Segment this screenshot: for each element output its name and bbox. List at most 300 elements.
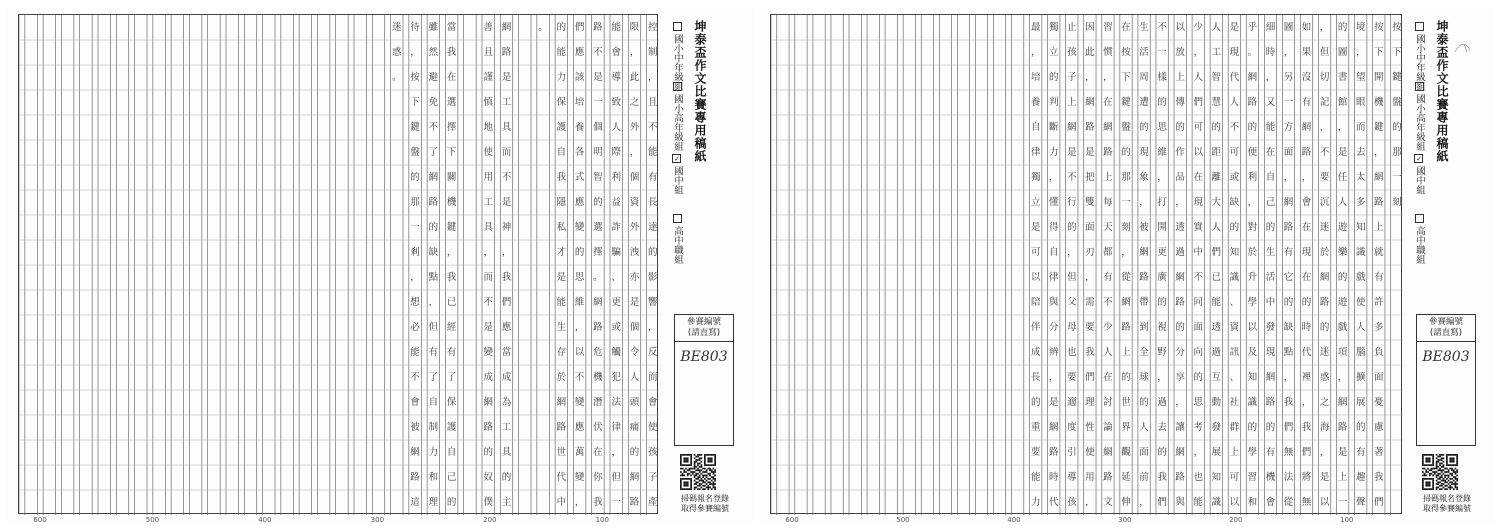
handwritten-char: 變	[574, 396, 585, 408]
division-option-label: 國中組	[1414, 166, 1425, 195]
handwritten-char: 保	[446, 396, 457, 408]
handwritten-char: 護	[556, 121, 567, 133]
handwritten-char: 必	[410, 321, 420, 333]
handwritten-char: 網	[1049, 421, 1059, 433]
handwritten-char: 的	[1265, 221, 1276, 233]
handwritten-char: 過	[1157, 396, 1167, 408]
handwritten-char: 一	[410, 221, 420, 233]
handwritten-char: 而	[483, 271, 493, 283]
handwritten-char: 律	[611, 421, 621, 433]
division-option[interactable]	[670, 214, 684, 264]
handwritten-char: 智	[593, 171, 603, 183]
handwritten-char: 我	[1374, 471, 1384, 483]
handwritten-char: 力	[556, 71, 567, 83]
handwritten-char: 選	[593, 221, 603, 233]
handwritten-char: 惑	[1319, 371, 1330, 383]
handwritten-char: 按	[410, 71, 420, 83]
division-option[interactable]	[670, 154, 684, 195]
handwritten-char: 現	[1193, 196, 1203, 208]
handwritten-char: 帶	[1139, 296, 1149, 308]
handwritten-char: 網	[1301, 121, 1312, 133]
handwritten-char: ，	[611, 446, 621, 458]
handwritten-char: 識	[1211, 496, 1222, 508]
handwritten-char: 你	[593, 471, 603, 483]
handwritten-char: ，	[1139, 496, 1149, 508]
handwritten-char: 之	[1319, 396, 1330, 408]
handwritten-char: 是	[483, 321, 493, 333]
pencil-mark-icon	[1452, 38, 1474, 60]
handwritten-char: 人	[611, 121, 621, 133]
handwritten-char: 的	[428, 221, 439, 233]
handwritten-char: 不	[501, 171, 512, 183]
handwritten-char: 生	[1265, 246, 1276, 258]
handwritten-char: ，	[428, 296, 439, 308]
handwritten-char: 且	[483, 46, 493, 58]
handwritten-char: 路	[410, 471, 420, 483]
handwritten-char: 母	[1067, 321, 1077, 333]
handwritten-char: 不	[1229, 121, 1240, 133]
handwritten-char: 維	[1157, 146, 1167, 158]
handwritten-char: 沉	[1319, 196, 1330, 208]
handwritten-char: ，	[1355, 46, 1366, 58]
handwritten-char: 。	[392, 71, 402, 83]
handwritten-char: 去	[1157, 421, 1167, 433]
handwritten-char: 的	[446, 496, 457, 508]
handwritten-char: 不	[593, 46, 603, 58]
handwritten-char: 知	[1229, 246, 1240, 258]
handwritten-char: ，	[1337, 371, 1348, 383]
division-option[interactable]	[670, 82, 684, 151]
handwritten-char: 那	[1121, 171, 1131, 183]
checked-box-icon[interactable]: ✓	[673, 155, 681, 163]
handwritten-char: 習	[1247, 471, 1258, 483]
handwritten-char: 也	[1067, 346, 1077, 358]
handwritten-char: 判	[1049, 96, 1059, 108]
handwritten-char: 不	[1157, 21, 1167, 33]
handwritten-char: 腦	[1355, 346, 1366, 358]
handwritten-char: 而	[501, 146, 512, 158]
handwritten-char: 危	[593, 346, 603, 358]
handwritten-char: 才	[556, 246, 567, 258]
handwritten-char: 具	[483, 221, 493, 233]
handwritten-char: 離	[1211, 171, 1222, 183]
handwritten-char: 獨	[1030, 171, 1041, 183]
handwritten-char: 迷	[1319, 221, 1330, 233]
handwritten-char: 負	[1374, 346, 1384, 358]
handwritten-char: 刻	[1121, 221, 1131, 233]
handwritten-char: 網	[1121, 296, 1131, 308]
handwritten-char: ，	[1283, 371, 1294, 383]
handwritten-char: 球	[1139, 371, 1149, 383]
handwritten-char: 選	[446, 96, 457, 108]
handwritten-char: 在	[593, 446, 603, 458]
handwritten-char: 痛	[629, 421, 640, 433]
handwritten-char: 限	[629, 21, 640, 33]
handwritten-char: 培	[574, 96, 585, 108]
handwritten-char: 成	[483, 371, 493, 383]
checkbox-icon[interactable]	[673, 22, 682, 31]
handwritten-char: 網	[556, 396, 567, 408]
handwritten-char: 鍵	[410, 121, 420, 133]
scale-number: 100	[1340, 516, 1354, 524]
checkbox-icon[interactable]	[673, 82, 682, 91]
handwritten-char: 網	[1283, 196, 1294, 208]
handwritten-char: 的	[1355, 421, 1366, 433]
handwritten-char: 是	[1049, 396, 1059, 408]
handwritten-char: 以	[1193, 146, 1203, 158]
qr-code-icon[interactable]	[1422, 454, 1458, 490]
handwritten-char: 主	[501, 496, 512, 508]
handwritten-char: 迷	[1319, 346, 1330, 358]
handwritten-char: 群	[1229, 421, 1240, 433]
handwritten-char: 網	[1319, 271, 1330, 283]
handwritten-char: 的	[629, 446, 640, 458]
handwritten-char: 上	[1229, 446, 1240, 458]
handwritten-char: 有	[1103, 271, 1113, 283]
handwritten-char: 無	[1301, 496, 1312, 508]
handwritten-char: 網	[1103, 121, 1113, 133]
handwritten-char: 網	[1067, 121, 1077, 133]
checkbox-icon[interactable]	[673, 214, 682, 223]
division-option[interactable]	[1412, 154, 1426, 195]
handwritten-char: 的	[1283, 296, 1294, 308]
handwritten-char: 慎	[483, 96, 493, 108]
handwritten-char: 慮	[1374, 421, 1384, 433]
handwritten-char: 盤	[1121, 121, 1131, 133]
handwritten-char: 人	[1139, 421, 1149, 433]
handwritten-char: 時	[1265, 46, 1276, 58]
handwritten-char: 人	[1211, 21, 1222, 33]
handwritten-char: 不	[428, 121, 439, 133]
handwritten-char: 論	[1103, 421, 1113, 433]
handwritten-char: 在	[1301, 221, 1312, 233]
handwritten-char: 和	[1247, 496, 1258, 508]
handwritten-char: 洩	[629, 246, 640, 258]
handwritten-char: 自	[446, 446, 457, 458]
handwritten-char: ，	[1283, 171, 1294, 183]
handwritten-char: 館	[1337, 96, 1348, 108]
handwritten-char: 的	[1301, 296, 1312, 308]
handwritten-char: 子	[648, 471, 658, 483]
checkbox-icon[interactable]	[1415, 82, 1424, 91]
qr-code-icon[interactable]	[680, 454, 716, 490]
handwritten-char: 機	[446, 196, 457, 208]
handwritten-char: 且	[648, 96, 658, 108]
handwritten-char: 工	[1211, 46, 1222, 58]
handwritten-char: 具	[501, 446, 512, 458]
handwritten-char: 面	[1374, 371, 1384, 383]
handwritten-char: 的	[556, 21, 567, 33]
handwritten-char: 是	[1085, 146, 1095, 158]
handwritten-char: 式	[574, 171, 585, 183]
handwritten-char: 的	[1319, 321, 1330, 333]
handwritten-char: 遭	[1139, 96, 1149, 108]
handwritten-char: 過	[1211, 346, 1222, 358]
handwritten-char: 應	[574, 196, 585, 208]
handwritten-char: 網	[1265, 371, 1276, 383]
handwritten-char: 品	[1175, 171, 1185, 183]
handwritten-char: 使	[648, 421, 658, 433]
handwritten-char: 和	[428, 471, 439, 483]
handwritten-char: 存	[556, 346, 567, 358]
handwritten-char: 要	[1085, 321, 1095, 333]
handwritten-char: 、	[1229, 371, 1240, 383]
handwritten-char: 代	[1301, 346, 1312, 358]
division-option-label: 高中職組	[1414, 226, 1425, 264]
handwritten-char: 。	[538, 21, 548, 33]
handwritten-char: 網	[428, 171, 439, 183]
handwritten-char: 具	[501, 121, 512, 133]
handwritten-char: 面	[1193, 321, 1203, 333]
handwritten-char: 度	[1067, 421, 1077, 433]
handwritten-char: 以	[1030, 271, 1041, 283]
handwritten-char: 想	[410, 296, 420, 308]
handwritten-char: 的	[574, 246, 585, 258]
handwritten-char: 引	[1067, 446, 1077, 458]
handwritten-char: ，	[1319, 121, 1330, 133]
handwritten-char: 達	[648, 221, 658, 233]
handwritten-char: 廣	[1157, 271, 1167, 283]
handwritten-char: 使	[1355, 296, 1366, 308]
registration-box	[1416, 314, 1476, 446]
handwritten-char: 致	[611, 96, 621, 108]
handwritten-char: 一	[1392, 171, 1402, 183]
handwritten-char: 鍵	[1121, 96, 1131, 108]
handwritten-char: 被	[410, 421, 420, 433]
handwritten-char: 圖	[1283, 21, 1294, 33]
handwritten-char: 我	[1085, 346, 1095, 358]
handwritten-char: 變	[574, 221, 585, 233]
handwritten-char: 按	[1392, 21, 1402, 33]
handwritten-char: 細	[1265, 21, 1276, 33]
handwritten-char: 不	[1103, 296, 1113, 308]
handwritten-char: 盤	[410, 146, 420, 158]
handwritten-char: 也	[1193, 471, 1203, 483]
handwritten-char: 開	[1157, 221, 1167, 233]
handwritten-char: 自	[1049, 246, 1059, 258]
handwritten-char: 有	[1283, 246, 1294, 258]
handwritten-char: 同	[1193, 296, 1203, 308]
handwritten-char: 發	[1211, 421, 1222, 433]
handwritten-char: 免	[428, 96, 439, 108]
division-option[interactable]	[670, 22, 684, 91]
handwritten-char: 討	[1103, 396, 1113, 408]
handwritten-char: 詐	[611, 221, 621, 233]
handwritten-char: 理	[428, 496, 439, 508]
handwritten-char: 路	[1103, 146, 1113, 158]
handwritten-char: 令	[629, 346, 640, 358]
handwritten-char: 少	[1103, 321, 1113, 333]
handwritten-char: 用	[483, 171, 493, 183]
qr-caption: 掃碼報名登錄 取得參賽編號	[1423, 494, 1471, 513]
handwritten-char: 一	[1283, 96, 1294, 108]
handwritten-char: ，	[629, 146, 640, 158]
handwritten-char: 。	[593, 271, 603, 283]
registration-label: 參賽編號 (請直寫)	[1417, 315, 1475, 342]
handwritten-char: 但	[611, 471, 621, 483]
handwritten-char: 人	[629, 371, 640, 383]
handwritten-char: 發	[1265, 321, 1276, 333]
handwritten-char: 的	[1337, 271, 1348, 283]
handwritten-char: 一	[611, 496, 621, 508]
handwritten-char: 網	[593, 296, 603, 308]
handwritten-char: 去	[1355, 146, 1366, 158]
handwritten-char: 距	[1211, 146, 1222, 158]
handwritten-char: 產	[648, 496, 658, 508]
handwritten-char: 路	[1049, 446, 1059, 458]
handwritten-char: 生	[556, 321, 567, 333]
handwritten-char: 以	[1319, 496, 1330, 508]
handwritten-char: 都	[1103, 246, 1113, 258]
handwritten-char: ，	[1157, 171, 1167, 183]
handwritten-char: 辨	[1049, 346, 1059, 358]
handwritten-char: 不	[410, 371, 420, 383]
handwritten-char: 網	[1175, 446, 1185, 458]
division-option-label: 國小中年級組	[1414, 34, 1425, 91]
handwritten-char: 得	[1049, 221, 1059, 233]
division-option[interactable]	[1412, 82, 1426, 151]
handwritten-char: 要	[1319, 171, 1330, 183]
handwritten-char: 是	[501, 71, 512, 83]
handwritten-char: 奴	[483, 471, 493, 483]
handwritten-char: 在	[1103, 371, 1113, 383]
handwritten-char: 有	[1374, 271, 1384, 283]
handwritten-char: 鍵	[1392, 71, 1402, 83]
handwritten-char: 時	[1301, 321, 1312, 333]
handwritten-char: 於	[1247, 246, 1258, 258]
handwritten-char: 野	[1157, 346, 1167, 358]
handwritten-char: 世	[1121, 396, 1131, 408]
handwritten-char: 騙	[611, 246, 621, 258]
registration-code: BE803	[680, 349, 728, 365]
handwritten-char: 有	[428, 346, 439, 358]
handwritten-char: 學	[1247, 446, 1258, 458]
handwritten-char: 中	[1193, 246, 1203, 258]
handwritten-char: 現	[1139, 146, 1149, 158]
scale-number: 500	[896, 516, 910, 524]
checked-box-icon[interactable]: ✓	[1415, 155, 1423, 163]
handwritten-char: 自	[1030, 121, 1041, 133]
handwritten-char: 活	[1139, 46, 1149, 58]
handwritten-char: 點	[1283, 346, 1294, 358]
handwritten-char: 乎	[1247, 21, 1258, 33]
handwritten-char: 路	[1337, 421, 1348, 433]
handwritten-char: 私	[556, 221, 567, 233]
handwritten-char: 傳	[1175, 96, 1185, 108]
handwritten-char: 上	[1067, 96, 1077, 108]
checkbox-icon[interactable]	[1415, 214, 1424, 223]
handwritten-char: 憂	[1374, 396, 1384, 408]
handwritten-char: 之	[629, 96, 640, 108]
handwritten-char: 太	[1355, 171, 1366, 183]
handwritten-char: 網	[1337, 396, 1348, 408]
handwritten-char: 外	[629, 221, 640, 233]
handwritten-char: 成	[1030, 346, 1041, 358]
scale-number: 300	[370, 516, 385, 524]
handwritten-char: 擇	[446, 121, 457, 133]
handwritten-char: 境	[1355, 21, 1366, 33]
handwritten-char: 因	[1085, 21, 1095, 33]
handwritten-char: 的	[1247, 121, 1258, 133]
handwritten-char: 能	[556, 296, 567, 308]
handwritten-char: ，	[1283, 46, 1294, 58]
handwritten-char: 的	[1265, 421, 1276, 433]
handwritten-char: 樣	[1157, 71, 1167, 83]
handwritten-char: 應	[501, 321, 512, 333]
handwritten-char: 以	[1229, 496, 1240, 508]
handwritten-char: 路	[1301, 146, 1312, 158]
handwritten-char: 斷	[1049, 121, 1059, 133]
handwritten-char: 養	[1030, 96, 1041, 108]
handwritten-char: 學	[1247, 296, 1258, 308]
handwritten-char: 的	[1337, 21, 1348, 33]
division-option[interactable]	[1412, 22, 1426, 91]
handwritten-char: 行	[1067, 196, 1077, 208]
handwritten-char: 路	[1139, 271, 1149, 283]
handwritten-char: 是	[501, 196, 512, 208]
handwritten-char: 現	[1265, 346, 1276, 358]
handwritten-char: 大	[1211, 196, 1222, 208]
handwritten-char: 能	[611, 21, 621, 33]
handwritten-char: ，	[1121, 246, 1131, 258]
handwritten-char: 多	[1374, 321, 1384, 333]
handwritten-char: 書	[1337, 71, 1348, 83]
handwritten-char: 使	[1085, 446, 1095, 458]
handwritten-char: 鍵	[446, 221, 457, 233]
handwritten-char: 有	[1355, 446, 1366, 458]
handwritten-char: 把	[1085, 171, 1095, 183]
scale-number: 500	[145, 516, 160, 524]
handwritten-char: 習	[1103, 21, 1113, 33]
handwritten-char: 而	[648, 371, 658, 383]
handwritten-char: 路	[1175, 471, 1185, 483]
handwritten-char: 資	[629, 196, 640, 208]
handwritten-char: 萬	[574, 446, 585, 458]
handwritten-char: 地	[483, 121, 493, 133]
handwritten-char: 多	[1355, 196, 1366, 208]
handwritten-char: 謹	[483, 71, 493, 83]
handwritten-char: ，	[483, 246, 493, 258]
handwritten-char: 前	[1139, 471, 1149, 483]
handwritten-char: 路	[1283, 221, 1294, 233]
handwritten-char: 不	[483, 296, 493, 308]
handwritten-char: 應	[574, 46, 585, 58]
handwritten-char: 是	[1030, 221, 1041, 233]
checkbox-icon[interactable]	[1415, 22, 1424, 31]
handwritten-char: 切	[1319, 71, 1330, 83]
handwritten-char: 我	[1301, 421, 1312, 433]
handwritten-char: 會	[1301, 196, 1312, 208]
handwritten-char: 了	[428, 146, 439, 158]
division-option[interactable]	[1412, 214, 1426, 264]
handwritten-char: 的	[1030, 396, 1041, 408]
handwritten-char: ，	[1265, 71, 1276, 83]
handwritten-char: 這	[410, 496, 420, 508]
division-option-label: 高中職組	[672, 226, 683, 264]
handwritten-char: 不	[574, 371, 585, 383]
handwritten-char: 享	[1175, 371, 1185, 383]
handwritten-char: 們	[1211, 246, 1222, 258]
handwritten-char: 資	[1229, 321, 1240, 333]
handwritten-char: 我	[501, 271, 512, 283]
handwritten-char: 過	[1175, 246, 1185, 258]
handwritten-char: 護	[446, 421, 457, 433]
handwritten-char: 知	[1247, 371, 1258, 383]
handwritten-char: 當	[446, 21, 457, 33]
handwritten-char: 能	[1265, 121, 1276, 133]
handwritten-char: 們	[574, 21, 585, 33]
handwritten-char: 下	[446, 146, 457, 158]
